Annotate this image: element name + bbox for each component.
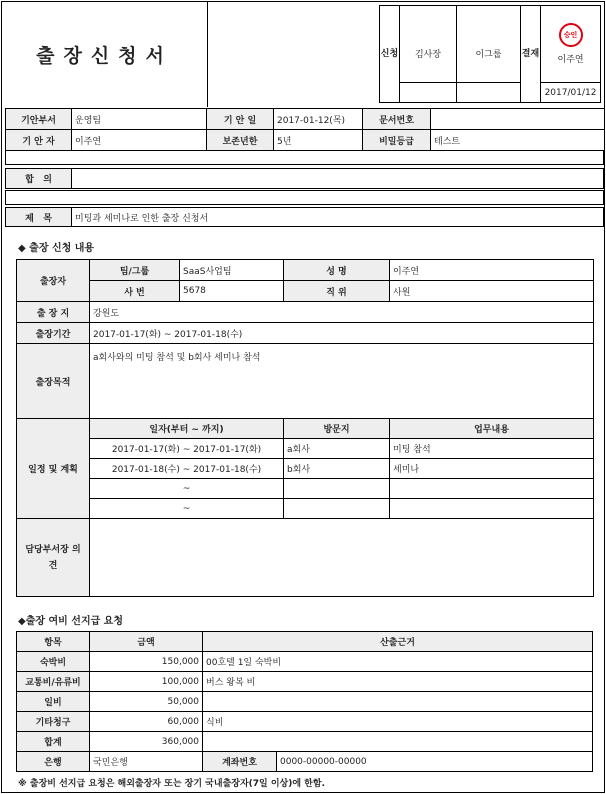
retention-value: 5년 xyxy=(274,130,363,151)
approval-box xyxy=(379,5,601,103)
approve-label: 결재 xyxy=(521,6,541,103)
security-label: 비밀등급 xyxy=(363,130,431,151)
expense-amount: 150,000 xyxy=(90,652,203,672)
agree-table xyxy=(5,168,604,189)
expense-basis: 버스 왕복 비 xyxy=(203,672,593,692)
empno-value: 5678 xyxy=(180,281,284,302)
name-label: 성 명 xyxy=(284,260,390,281)
schedule-row-date: ~ xyxy=(90,499,284,519)
period-label: 출장기간 xyxy=(17,323,90,344)
schedule-header-task: 업무내용 xyxy=(390,419,594,439)
name-value: 이주연 xyxy=(390,260,594,281)
schedule-row-place: a회사 xyxy=(284,439,390,459)
expense-table xyxy=(16,631,593,772)
expense-total-label: 합계 xyxy=(17,732,90,752)
schedule-row-place: b회사 xyxy=(284,459,390,479)
expense-basis: 식비 xyxy=(203,712,593,732)
subject-table xyxy=(5,207,604,227)
schedule-row-place xyxy=(284,499,390,519)
expense-heading: ◆출장 여비 선지급 요청 xyxy=(18,616,124,627)
footer-note: ※ 출장비 선지급 요청은 해외출장자 또는 장기 국내출장자(7일 이상)에 한함. xyxy=(18,779,325,789)
draft-date-value: 2017-01-12(목) xyxy=(274,109,363,130)
trip-heading: ◆ 출장 신청 내용 xyxy=(18,243,95,254)
expense-header-item: 항목 xyxy=(17,632,90,652)
schedule-row-task xyxy=(390,499,594,519)
docno-value xyxy=(431,109,605,130)
apply-person-2: 이그룹 xyxy=(457,26,521,83)
apply-person: 김사장 xyxy=(400,26,457,83)
expense-amount: 100,000 xyxy=(90,672,203,692)
place-value: 강원도 xyxy=(90,302,594,323)
schedule-row-date: 2017-01-17(화) ~ 2017-01-17(화) xyxy=(90,439,284,459)
expense-amount: 60,000 xyxy=(90,712,203,732)
bank-label: 은행 xyxy=(17,752,90,772)
retention-label: 보존년한 xyxy=(207,130,274,151)
purpose-label: 출장목적 xyxy=(17,344,90,419)
trip-table xyxy=(16,259,594,597)
document-page xyxy=(1,1,605,793)
schedule-row-task: 세미나 xyxy=(390,459,594,479)
opinion-label: 담당부서장 의견 xyxy=(17,519,90,597)
schedule-header-place: 방문지 xyxy=(284,419,390,439)
team-label: 팀/그룹 xyxy=(90,260,180,281)
blank-band xyxy=(5,150,604,165)
empno-label: 사 번 xyxy=(90,281,180,302)
subject-value: 미팅과 세미나로 인한 출장 신청서 xyxy=(72,208,604,227)
schedule-label: 일정 및 계획 xyxy=(17,419,90,519)
team-value: SaaS사업팀 xyxy=(180,260,284,281)
place-label: 출 장 지 xyxy=(17,302,90,323)
expense-basis: 00호텔 1일 숙박비 xyxy=(203,652,593,672)
schedule-header-date: 일자(부터 ~ 까지) xyxy=(90,419,284,439)
title-box xyxy=(2,2,208,107)
purpose-value: a회사와의 미팅 참석 및 b회사 세미나 참석 xyxy=(90,344,594,419)
dept-value: 운영팀 xyxy=(72,109,207,130)
dept-label: 기안부서 xyxy=(6,109,72,130)
expense-basis xyxy=(203,692,593,712)
account-value: 0000-00000-00000 xyxy=(277,752,593,772)
apply-label: 신청 xyxy=(380,6,400,103)
expense-item: 숙박비 xyxy=(17,652,90,672)
draft-date-label: 기 안 일 xyxy=(207,109,274,130)
approval-date: 2017/01/12 xyxy=(541,83,601,103)
docno-label: 문서번호 xyxy=(363,109,431,130)
expense-item: 기타청구 xyxy=(17,712,90,732)
expense-header-basis: 산출근거 xyxy=(203,632,593,652)
schedule-row-date: 2017-01-18(수) ~ 2017-01-18(수) xyxy=(90,459,284,479)
blank-band-2 xyxy=(5,190,604,205)
bank-value: 국민은행 xyxy=(90,752,203,772)
period-value: 2017-01-17(화) ~ 2017-01-18(수) xyxy=(90,323,594,344)
expense-header-amount: 금액 xyxy=(90,632,203,652)
expense-basis xyxy=(203,732,593,752)
drafter-value: 이주연 xyxy=(72,130,207,151)
approval-stamp: 승인 xyxy=(559,23,583,47)
security-value: 테스트 xyxy=(431,130,605,151)
expense-amount: 50,000 xyxy=(90,692,203,712)
expense-total-amount: 360,000 xyxy=(90,732,203,752)
subject-label: 제 목 xyxy=(6,208,72,227)
expense-item: 일비 xyxy=(17,692,90,712)
position-value: 사원 xyxy=(390,281,594,302)
meta-table xyxy=(5,108,605,151)
account-label: 계좌번호 xyxy=(203,752,277,772)
agree-label: 합 의 xyxy=(6,169,72,189)
schedule-row-task xyxy=(390,479,594,499)
schedule-row-place xyxy=(284,479,390,499)
approver-name: 이주연 xyxy=(557,55,584,65)
traveler-label: 출장자 xyxy=(17,260,90,302)
drafter-label: 기 안 자 xyxy=(6,130,72,151)
page-title: 출장신청서 xyxy=(36,45,173,67)
expense-item: 교통비/유류비 xyxy=(17,672,90,692)
position-label: 직 위 xyxy=(284,281,390,302)
schedule-row-task: 미팅 참석 xyxy=(390,439,594,459)
schedule-row-date: ~ xyxy=(90,479,284,499)
